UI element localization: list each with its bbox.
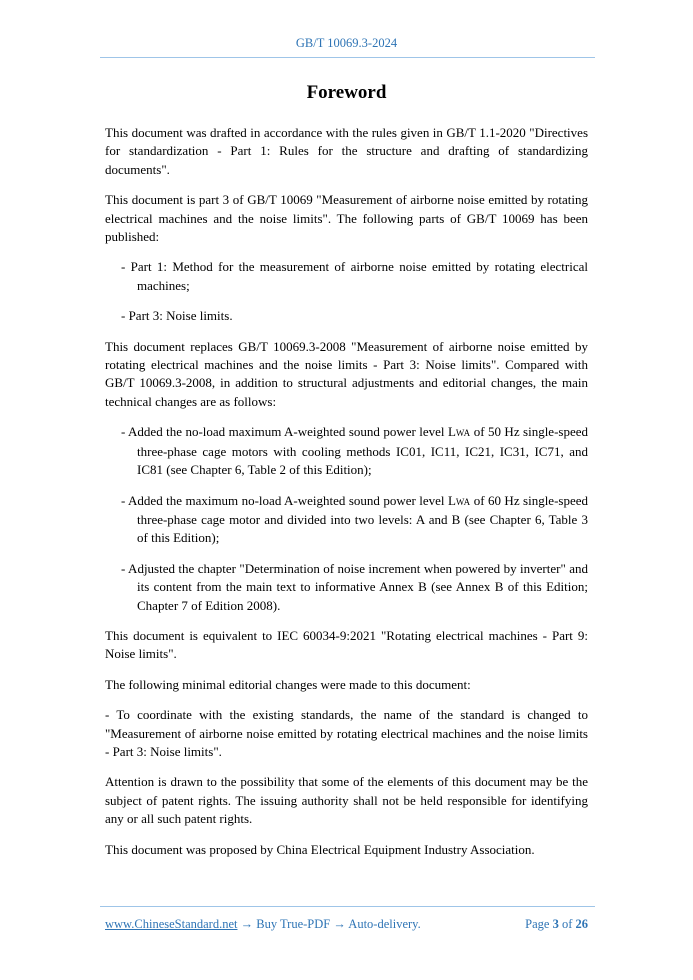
page-title: Foreword (306, 82, 387, 103)
page-number (525, 917, 588, 932)
page-total: 26 (575, 917, 588, 931)
list-item-change-60hz (121, 492, 588, 548)
promo-text: → Buy True-PDF → Auto-delivery. (237, 917, 421, 931)
list-item-part-1: - Part 1: Method for the measurement of airborne noise emitted by rotating electrical machines; (121, 259, 588, 293)
list-item-part-3: - Part 3: Noise limits. (121, 308, 233, 324)
of-word: of (558, 917, 576, 931)
list-item-change-50hz (121, 423, 588, 479)
lwa-subscript: WA (455, 428, 471, 439)
footer-promo (105, 917, 421, 932)
page-current: 3 (552, 917, 559, 931)
paragraph-editorial-intro: The following minimal editorial changes were made to this document: (105, 676, 471, 692)
change-50hz-lead: - Added the no-load maximum A-weighted sound power level L (121, 424, 456, 440)
foreword-body (105, 124, 588, 871)
paragraph-proposed-by: This document was proposed by China Electrical Equipment Industry Association. (105, 841, 535, 857)
page-footer (105, 917, 588, 932)
paragraph-replaces: This document replaces GB/T 10069.3-2008 "Measurement of airborne noise emitted by rotating electrical machines and the noise limits - Part 3: Noise limits". Compared with GB/T 10069.3-2008, in addition to structural adjustments and editorial changes, the main technical changes are as follows: (105, 338, 588, 409)
header-divider (100, 57, 595, 58)
change-60hz-lead: - Added the maximum no-load A-weighted sound power level L (121, 492, 456, 508)
paragraph-patent-notice: Attention is drawn to the possibility that some of the elements of this document may be the subject of patent rights. The issuing authority shall not be held responsible for identifying any or all such patent rights. (105, 774, 588, 827)
footer-divider (100, 906, 595, 907)
change-50hz-rest: of 50 Hz single-speed three-phase cage motors with cooling methods IC01, IC11, IC21, IC31, IC71, and IC81 (see Chapter 6, Table 2 of this Edition); (137, 424, 589, 478)
change-60hz-rest: of 60 Hz single-speed three-phase cage motor and divided into two levels: A and B (see Chapter 6, Table 3 of this Edition); (137, 492, 589, 546)
lwa-subscript: WA (455, 496, 471, 507)
paragraph-drafting-rules: This document was drafted in accordance with the rules given in GB/T 1.1-2020 "Directives for standardization - Part 1: Rules for the structure and drafting of standardizing documents". (105, 125, 588, 177)
document-id-header: GB/T 10069.3-2024 (295, 36, 398, 50)
paragraph-equivalence: This document is equivalent to IEC 60034-9:2021 "Rotating electrical machines - Part 9: Noise limits". (105, 627, 588, 662)
site-link[interactable]: www.ChineseStandard.net (105, 917, 238, 931)
paragraph-part-of-series: This document is part 3 of GB/T 10069 "Measurement of airborne noise emitted by rotating electrical machines and the noise limits". The following parts of GB/T 10069 has been published: (105, 192, 588, 245)
paragraph-editorial-change: - To coordinate with the existing standards, the name of the standard is changed to "Measurement of airborne noise emitted by rotating electrical machines and the noise limits - Part 3: Noise limits". (105, 707, 588, 759)
list-item-change-annex-b: - Adjusted the chapter "Determination of noise increment when powered by inverter" and its content from the main text to informative Annex B (see Annex B of this Edition; Chapter 7 of Edition 2008). (121, 560, 588, 613)
page-word: Page (525, 917, 553, 931)
